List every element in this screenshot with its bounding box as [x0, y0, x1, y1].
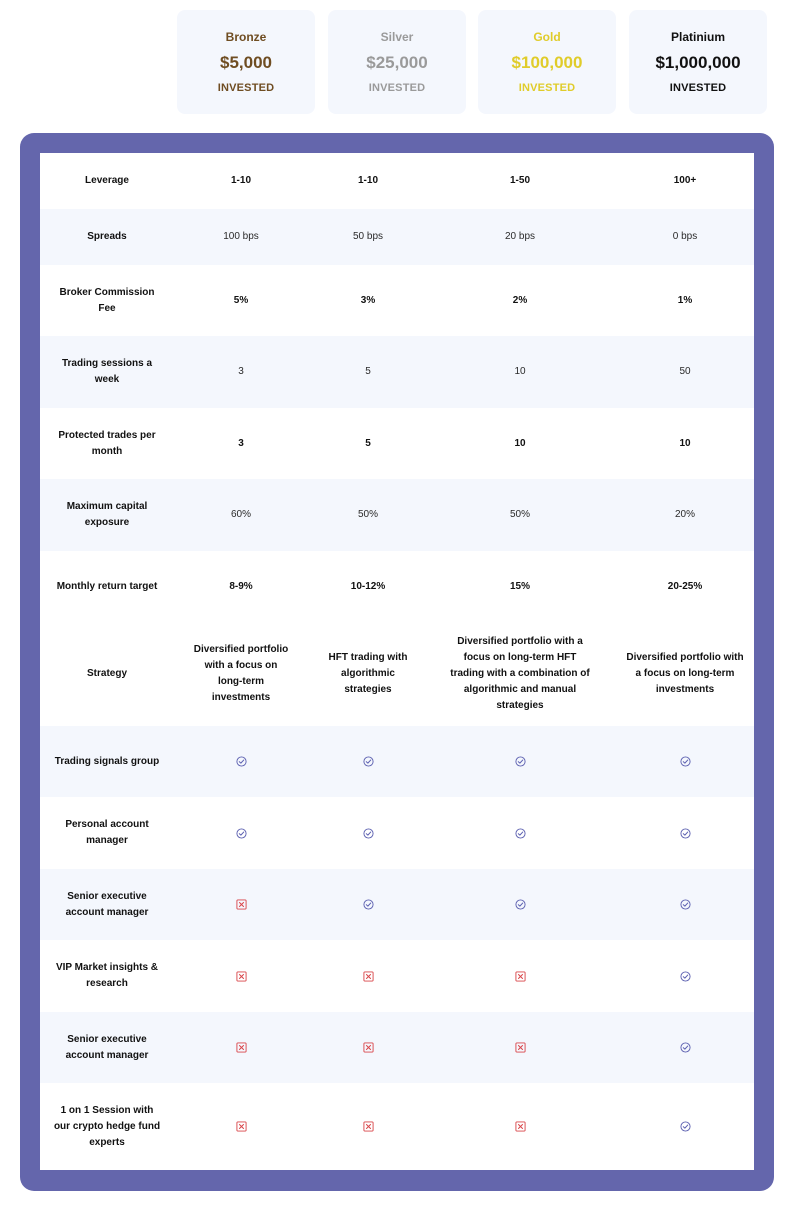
table-row [40, 622, 754, 726]
table-cell: 50% [509, 509, 530, 520]
check-icon [305, 726, 431, 797]
plan-card-gold[interactable] [478, 10, 616, 114]
table-cell: 10 [679, 437, 691, 449]
plan-card-silver[interactable] [328, 10, 466, 114]
table-cell: 15% [509, 580, 530, 592]
check-icon [609, 869, 754, 940]
table-row [40, 336, 754, 408]
table-cell: 10 [514, 437, 526, 449]
plan-name: Gold [533, 30, 561, 44]
cross-icon [177, 869, 305, 940]
table-cell: 5% [233, 294, 249, 306]
check-icon [609, 940, 754, 1012]
table-row [40, 726, 754, 797]
row-label: Monthly return target [56, 580, 158, 592]
table-row [40, 209, 754, 265]
table-row [40, 551, 754, 622]
plan-invested-label: INVESTED [368, 82, 426, 94]
row-label: Maximum capital exposure [66, 501, 148, 528]
table-cell: 100+ [673, 175, 697, 186]
cross-icon [177, 1012, 305, 1083]
table-cell: 10-12% [350, 580, 386, 592]
plan-amount: $5,000 [220, 53, 272, 72]
check-icon [609, 1083, 754, 1170]
table-cell: 3 [238, 437, 244, 449]
table-cell: 50 [679, 366, 691, 377]
table-cell: 20 bps [504, 231, 536, 242]
plan-amount: $100,000 [511, 53, 583, 72]
table-row [40, 153, 754, 209]
plan-invested-label: INVESTED [518, 82, 576, 94]
cross-icon [305, 940, 431, 1012]
cross-icon [431, 1012, 609, 1083]
check-icon [305, 869, 431, 940]
table-row [40, 797, 754, 869]
row-label: Senior executive account manager [65, 1033, 149, 1061]
row-label: Spreads [87, 231, 127, 242]
plan-name: Platinium [670, 30, 725, 44]
comparison-table [40, 153, 754, 1170]
cross-icon [305, 1083, 431, 1170]
table-row [40, 1083, 754, 1170]
table-row [40, 940, 754, 1012]
table-cell: 10 [514, 366, 526, 377]
table-cell: Diversified portfolio with a focus on long-term HFT trading with a combination of algorithmic and manual strategies [450, 636, 590, 711]
check-icon [609, 1012, 754, 1083]
cross-icon [431, 1083, 609, 1170]
table-cell: 5 [365, 437, 371, 449]
row-label: Trading signals group [54, 755, 160, 767]
row-label: Senior executive account manager [65, 890, 149, 918]
table-cell: 2% [512, 294, 528, 306]
row-label: Broker Commission Fee [59, 286, 155, 314]
table-cell: 1% [677, 294, 693, 306]
row-label: Trading sessions a week [61, 358, 153, 385]
plan-name: Bronze [225, 30, 267, 44]
cross-icon [177, 940, 305, 1012]
plan-amount: $25,000 [366, 53, 428, 72]
table-cell: 3 [238, 366, 244, 377]
table-cell: 1-10 [230, 175, 251, 186]
row-label: Leverage [85, 175, 129, 186]
table-cell: 1-10 [357, 175, 378, 186]
table-cell: Diversified portfolio with a focus on long-term investments [626, 652, 744, 695]
table-cell: 50 bps [352, 231, 384, 242]
cross-icon [305, 1012, 431, 1083]
row-label: 1 on 1 Session with our crypto hedge fund experts [53, 1104, 161, 1148]
table-row [40, 265, 754, 336]
plan-card-bronze[interactable] [177, 10, 315, 114]
table-row [40, 408, 754, 479]
cross-icon [431, 940, 609, 1012]
plan-cards [0, 10, 800, 114]
table-cell: 8-9% [229, 580, 253, 592]
table-cell: Diversified portfolio with a focus on long-term investments [193, 644, 289, 703]
plan-invested-label: INVESTED [669, 82, 727, 94]
table-row [40, 479, 754, 551]
row-label: Personal account manager [65, 819, 149, 846]
check-icon [177, 726, 305, 797]
table-cell: HFT trading with algorithmic strategies [328, 652, 408, 695]
check-icon [609, 726, 754, 797]
table-cell: 50% [357, 509, 378, 520]
table-cell: 3% [360, 294, 376, 306]
row-label: VIP Market insights & research [55, 962, 159, 989]
check-icon [431, 869, 609, 940]
row-label: Protected trades per month [58, 429, 156, 457]
check-icon [431, 797, 609, 869]
plan-name: Silver [380, 30, 414, 44]
row-label: Strategy [86, 668, 127, 679]
table-cell: 100 bps [223, 231, 259, 242]
table-cell: 20% [674, 509, 695, 520]
table-cell: 5 [365, 366, 371, 377]
table-row [40, 869, 754, 940]
check-icon [305, 797, 431, 869]
table-cell: 0 bps [672, 231, 698, 242]
check-icon [177, 797, 305, 869]
plan-amount: $1,000,000 [655, 53, 741, 72]
table-cell: 1-50 [509, 175, 530, 186]
table-cell: 20-25% [667, 580, 703, 592]
check-icon [609, 797, 754, 869]
table-row [40, 1012, 754, 1083]
plan-invested-label: INVESTED [217, 82, 275, 94]
cross-icon [177, 1083, 305, 1170]
table-cell: 60% [230, 509, 251, 520]
plan-card-platinium[interactable] [629, 10, 767, 114]
check-icon [431, 726, 609, 797]
